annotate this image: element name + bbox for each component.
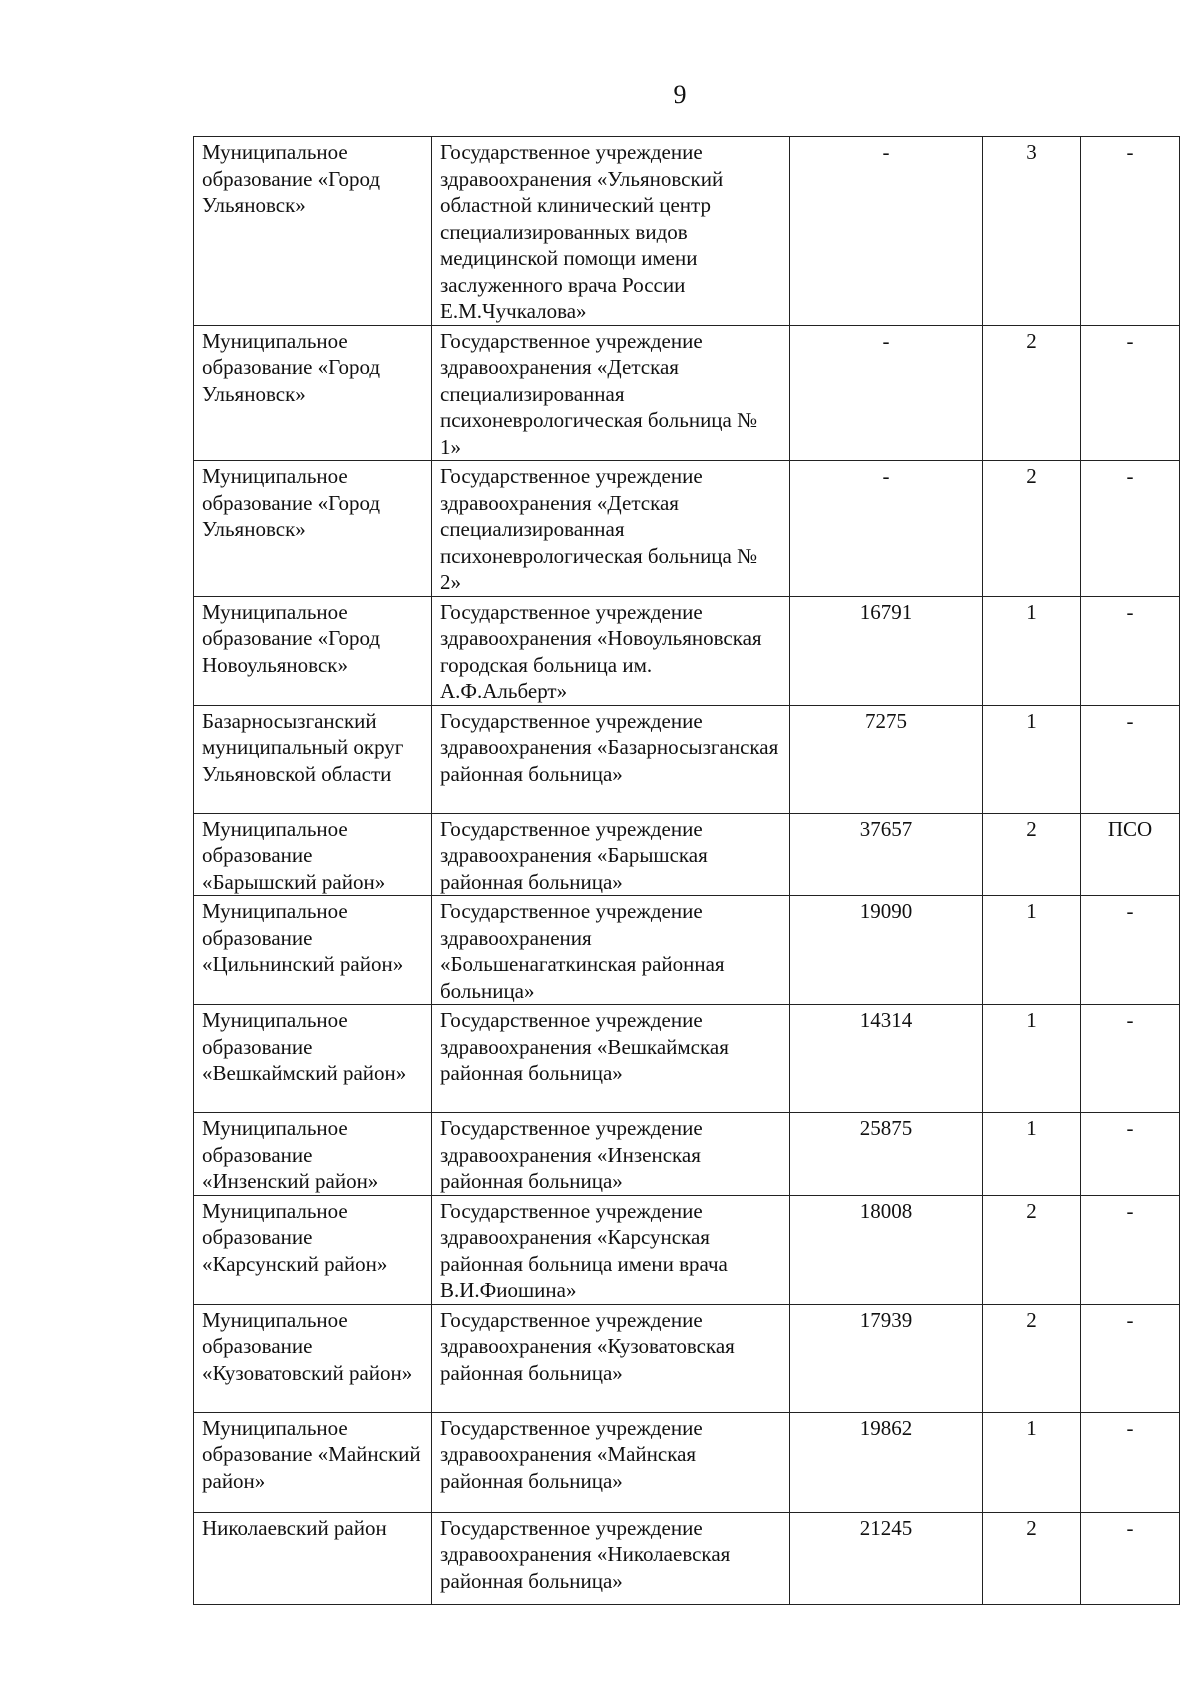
note-cell: - bbox=[1081, 461, 1180, 597]
population-cell: - bbox=[790, 137, 983, 326]
institution-cell: Государственное учреждение здравоохранения «Детская специализированная психоневрологическая больница № 2» bbox=[432, 461, 790, 597]
population-cell: 7275 bbox=[790, 705, 983, 813]
note-cell: - bbox=[1081, 1412, 1180, 1512]
municipality-cell: Муниципальное образование «Кузоватовский район» bbox=[194, 1304, 432, 1412]
table-row bbox=[194, 461, 1180, 597]
note-cell: - bbox=[1081, 1113, 1180, 1196]
count-cell: 2 bbox=[983, 325, 1081, 461]
population-cell: 14314 bbox=[790, 1005, 983, 1113]
population-cell: 17939 bbox=[790, 1304, 983, 1412]
count-cell: 1 bbox=[983, 596, 1081, 705]
table-row bbox=[194, 325, 1180, 461]
institution-cell: Государственное учреждение здравоохранения «Большенагаткинская районная больница» bbox=[432, 896, 790, 1005]
institution-cell: Государственное учреждение здравоохранения «Карсунская районная больница имени врача В.И.Фиошина» bbox=[432, 1195, 790, 1304]
municipality-cell: Муниципальное образование «Цильнинский район» bbox=[194, 896, 432, 1005]
count-cell: 2 bbox=[983, 813, 1081, 896]
municipality-cell: Муниципальное образование «Карсунский район» bbox=[194, 1195, 432, 1304]
count-cell: 1 bbox=[983, 1113, 1081, 1196]
institution-cell: Государственное учреждение здравоохранения «Вешкаймская районная больница» bbox=[432, 1005, 790, 1113]
count-cell: 1 bbox=[983, 705, 1081, 813]
municipality-cell: Муниципальное образование «Вешкаймский район» bbox=[194, 1005, 432, 1113]
hospital-table bbox=[193, 136, 1180, 1605]
population-cell: - bbox=[790, 461, 983, 597]
municipality-cell: Муниципальное образование «Барышский район» bbox=[194, 813, 432, 896]
note-cell: - bbox=[1081, 705, 1180, 813]
population-cell: 16791 bbox=[790, 596, 983, 705]
table-row bbox=[194, 705, 1180, 813]
institution-cell: Государственное учреждение здравоохранения «Николаевская районная больница» bbox=[432, 1512, 790, 1604]
table-row bbox=[194, 1005, 1180, 1113]
institution-cell: Государственное учреждение здравоохранения «Базарносызганская районная больница» bbox=[432, 705, 790, 813]
population-cell: 19862 bbox=[790, 1412, 983, 1512]
population-cell: 21245 bbox=[790, 1512, 983, 1604]
institution-cell: Государственное учреждение здравоохранения «Детская специализированная психоневрологическая больница № 1» bbox=[432, 325, 790, 461]
page-number: 9 bbox=[673, 80, 687, 109]
note-cell: - bbox=[1081, 596, 1180, 705]
institution-cell: Государственное учреждение здравоохранения «Новоульяновская городская больница им. А.Ф.Альберт» bbox=[432, 596, 790, 705]
table-row bbox=[194, 1412, 1180, 1512]
institution-cell: Государственное учреждение здравоохранения «Барышская районная больница» bbox=[432, 813, 790, 896]
table-row bbox=[194, 596, 1180, 705]
note-cell: - bbox=[1081, 1512, 1180, 1604]
municipality-cell: Муниципальное образование «Город Новоульяновск» bbox=[194, 596, 432, 705]
count-cell: 1 bbox=[983, 896, 1081, 1005]
municipality-cell: Муниципальное образование «Город Ульяновск» bbox=[194, 325, 432, 461]
note-cell: - bbox=[1081, 1304, 1180, 1412]
table-row bbox=[194, 1512, 1180, 1604]
institution-cell: Государственное учреждение здравоохранения «Ульяновский областной клинический центр специализированных видов медицинской помощи имени заслуженного врача России Е.М.Чучкалова» bbox=[432, 137, 790, 326]
count-cell: 2 bbox=[983, 1195, 1081, 1304]
population-cell: - bbox=[790, 325, 983, 461]
municipality-cell: Базарносызганский муниципальный округ Ульяновской области bbox=[194, 705, 432, 813]
note-cell: - bbox=[1081, 1195, 1180, 1304]
municipality-cell: Муниципальное образование «Майнский район» bbox=[194, 1412, 432, 1512]
count-cell: 1 bbox=[983, 1005, 1081, 1113]
table-row bbox=[194, 1304, 1180, 1412]
table-row bbox=[194, 1195, 1180, 1304]
table-row bbox=[194, 137, 1180, 326]
municipality-cell: Николаевский район bbox=[194, 1512, 432, 1604]
municipality-cell: Муниципальное образование «Инзенский район» bbox=[194, 1113, 432, 1196]
municipality-cell: Муниципальное образование «Город Ульяновск» bbox=[194, 461, 432, 597]
population-cell: 25875 bbox=[790, 1113, 983, 1196]
table-row bbox=[194, 813, 1180, 896]
count-cell: 3 bbox=[983, 137, 1081, 326]
table-row bbox=[194, 896, 1180, 1005]
note-cell: ПСО bbox=[1081, 813, 1180, 896]
institution-cell: Государственное учреждение здравоохранения «Инзенская районная больница» bbox=[432, 1113, 790, 1196]
population-cell: 37657 bbox=[790, 813, 983, 896]
population-cell: 18008 bbox=[790, 1195, 983, 1304]
count-cell: 2 bbox=[983, 1512, 1081, 1604]
population-cell: 19090 bbox=[790, 896, 983, 1005]
note-cell: - bbox=[1081, 325, 1180, 461]
note-cell: - bbox=[1081, 1005, 1180, 1113]
municipality-cell: Муниципальное образование «Город Ульяновск» bbox=[194, 137, 432, 326]
institution-cell: Государственное учреждение здравоохранения «Кузоватовская районная больница» bbox=[432, 1304, 790, 1412]
note-cell: - bbox=[1081, 896, 1180, 1005]
count-cell: 1 bbox=[983, 1412, 1081, 1512]
count-cell: 2 bbox=[983, 461, 1081, 597]
table-row bbox=[194, 1113, 1180, 1196]
count-cell: 2 bbox=[983, 1304, 1081, 1412]
note-cell: - bbox=[1081, 137, 1180, 326]
institution-cell: Государственное учреждение здравоохранения «Майнская районная больница» bbox=[432, 1412, 790, 1512]
